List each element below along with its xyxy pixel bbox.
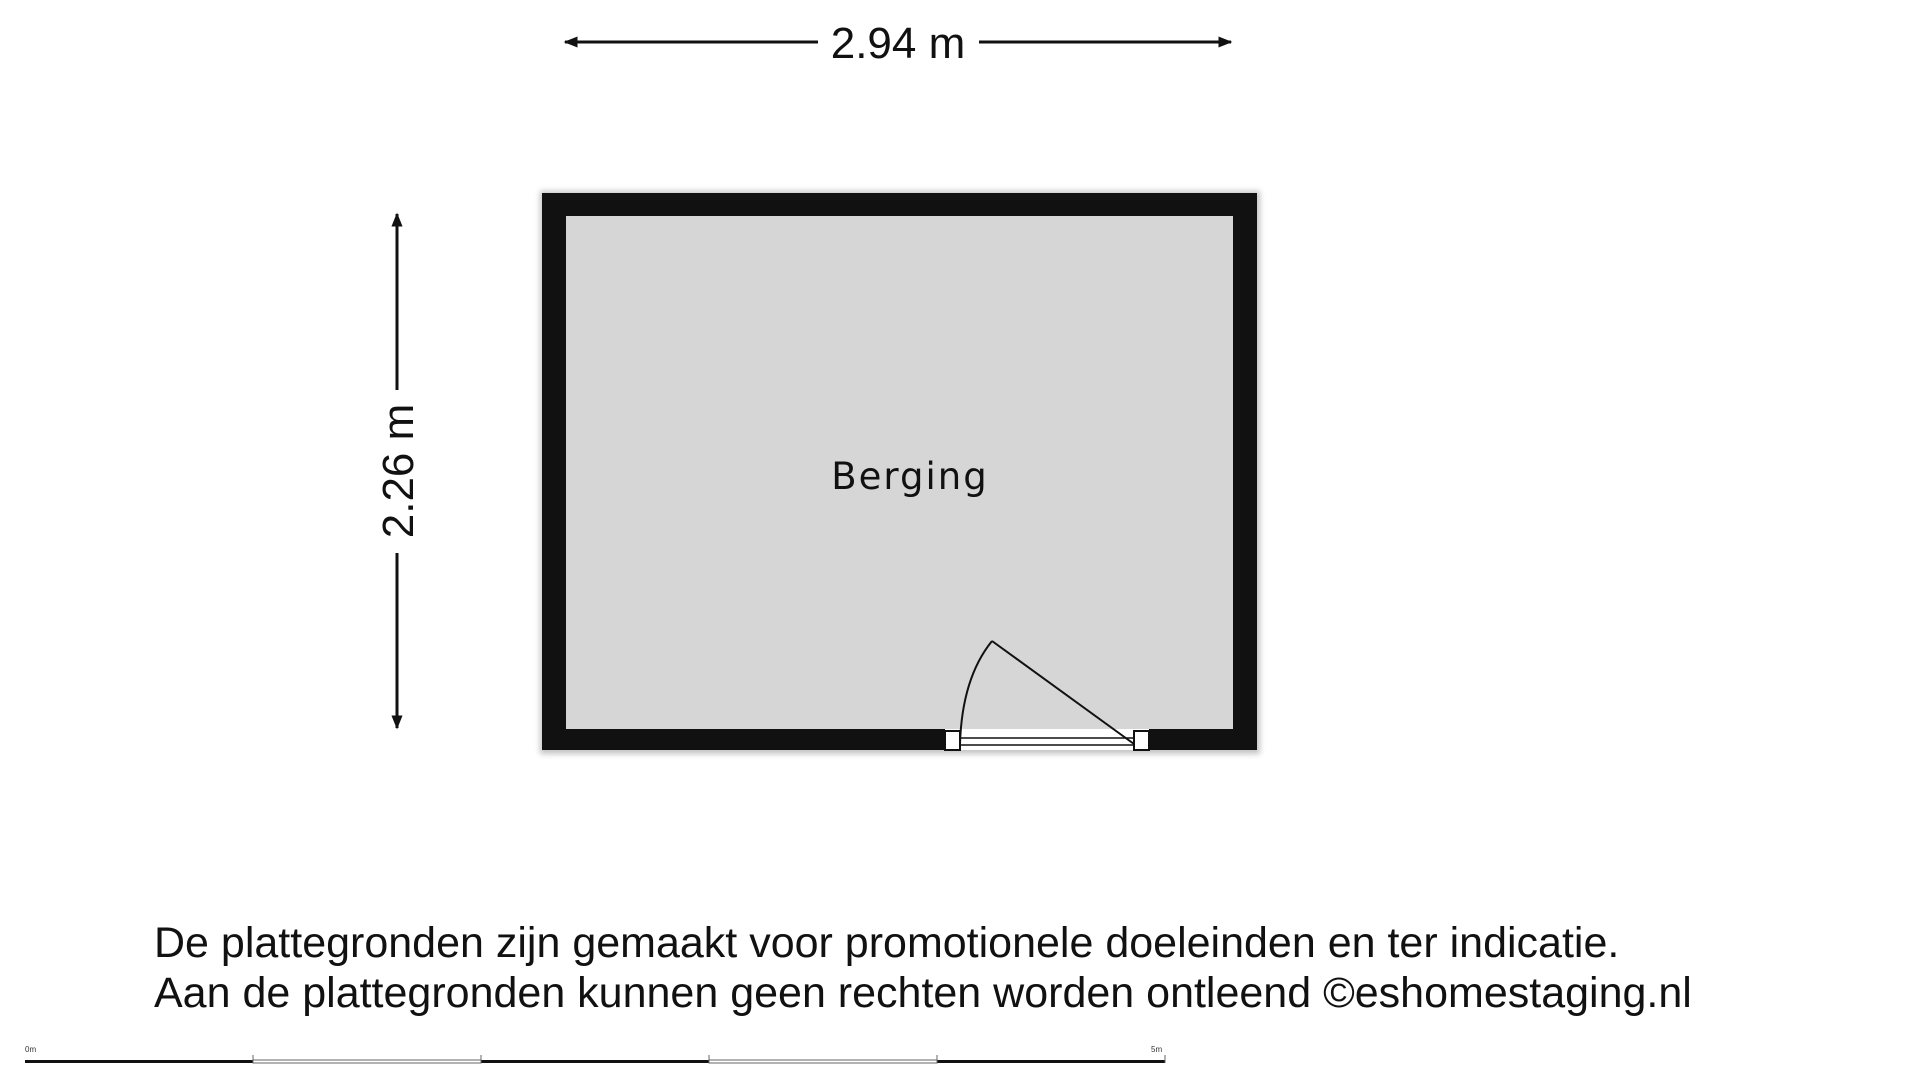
- scale-bar: [25, 1045, 1165, 1063]
- room-label: Berging: [831, 455, 989, 498]
- room-berging: [540, 191, 1260, 754]
- scale-bar-end-label: 5m: [1151, 1045, 1163, 1054]
- scale-bar-segment: [25, 1060, 253, 1063]
- door-jamb-left: [945, 731, 960, 750]
- height-dimension: [374, 214, 423, 728]
- disclaimer-line-1: De plattegronden zijn gemaakt voor promotionele doeleinden en ter indicatie.: [154, 919, 1620, 967]
- disclaimer-line-2: Aan de plattegronden kunnen geen rechten worden ontleend ©eshomestaging.nl: [154, 969, 1692, 1017]
- scale-bar-segment: [937, 1060, 1165, 1063]
- scale-bar-segment: [253, 1060, 481, 1063]
- scale-bar-start-label: 0m: [25, 1045, 37, 1054]
- scale-bar-segment: [481, 1060, 709, 1063]
- door-jamb-right: [1134, 731, 1149, 750]
- width-dimension: [565, 19, 1231, 68]
- height-dimension-label: 2.26 m: [374, 403, 423, 539]
- width-dimension-label: 2.94 m: [830, 19, 966, 68]
- scale-bar-segment: [709, 1060, 937, 1063]
- disclaimer: [154, 918, 1854, 1018]
